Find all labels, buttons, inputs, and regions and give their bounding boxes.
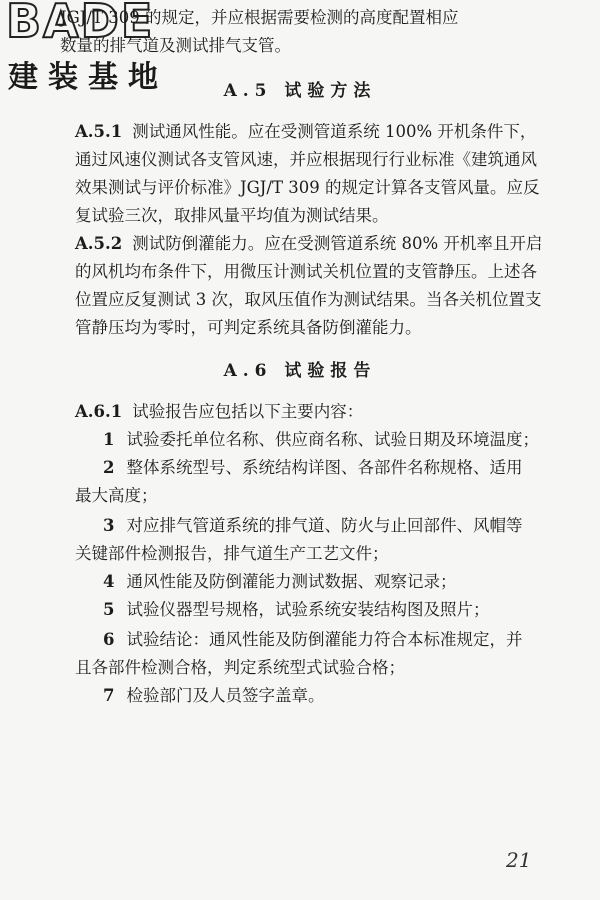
clause-a51-line-3: 效果测试与评价标准》JGJ/T 309 的规定计算各支管风量。应反 bbox=[75, 178, 540, 197]
list-item bbox=[103, 682, 324, 710]
list-item bbox=[103, 454, 522, 482]
item-number: 5 bbox=[103, 600, 115, 619]
top-line-2: 数量的排气道及测试排气支管。 bbox=[60, 36, 291, 55]
clause-a52-line-1 bbox=[75, 230, 555, 258]
top-line-1: JGJ/T 309 的规定，并应根据需要检测的高度配置相应 bbox=[60, 8, 459, 27]
clause-a51-line-2: 通过风速仪测试各支管风速，并应根据现行行业标准《建筑通风 bbox=[75, 150, 537, 169]
clause-a52-line-4: 管静压均为零时，可判定系统具备防倒灌能力。 bbox=[75, 318, 422, 337]
clause-a51-line-1 bbox=[75, 118, 555, 146]
section-heading-a6: A.6 试验报告 bbox=[223, 361, 377, 381]
item-number: 4 bbox=[103, 572, 115, 591]
item-number: 6 bbox=[103, 630, 115, 649]
list-item bbox=[103, 568, 456, 596]
item-text: 检验部门及人员签字盖章。 bbox=[126, 686, 325, 705]
clause-number: A.6.1 bbox=[75, 402, 123, 421]
list-item-continuation: 且各部件检测合格，判定系统型式试验合格； bbox=[75, 658, 405, 677]
list-item-continuation: 关键部件检测报告，排气道生产工艺文件； bbox=[75, 544, 389, 563]
item-number: 2 bbox=[103, 458, 115, 477]
item-text: 整体系统型号、系统结构详图、各部件名称规格、适用 bbox=[126, 458, 523, 477]
clause-text: 测试防倒灌能力。应在受测管道系统 80% 开机率且开启 bbox=[132, 234, 543, 253]
item-text: 试验委托单位名称、供应商名称、试验日期及环境温度； bbox=[126, 430, 539, 449]
clause-a51-line-4: 复试验三次，取排风量平均值为测试结果。 bbox=[75, 206, 389, 225]
item-text: 通风性能及防倒灌能力测试数据、观察记录； bbox=[126, 572, 457, 591]
list-item bbox=[103, 512, 522, 540]
item-number: 7 bbox=[103, 686, 115, 705]
item-text: 对应排气管道系统的排气道、防火与止回部件、风帽等 bbox=[126, 516, 523, 535]
clause-text: 试验报告应包括以下主要内容： bbox=[132, 402, 364, 421]
list-item-continuation: 最大高度； bbox=[75, 486, 158, 505]
item-text: 试验仪器型号规格，试验系统安装结构图及照片； bbox=[126, 600, 490, 619]
clause-a52-line-3: 位置应反复测试 3 次，取风压值作为测试结果。当各关机位置支 bbox=[75, 290, 542, 309]
clause-number: A.5.1 bbox=[75, 122, 123, 141]
watermark-subtitle: 建装基地 bbox=[8, 60, 168, 95]
list-item bbox=[103, 426, 539, 454]
watermark-word: BADE bbox=[6, 0, 155, 48]
clause-text: 测试通风性能。应在受测管道系统 100% 开机条件下， bbox=[132, 122, 537, 141]
item-number: 1 bbox=[103, 430, 115, 449]
item-number: 3 bbox=[103, 516, 115, 535]
clause-a61 bbox=[75, 398, 555, 426]
clause-a52-line-2: 的风机均布条件下，用微压计测试关机位置的支管静压。上述各 bbox=[75, 262, 537, 281]
clause-number: A.5.2 bbox=[75, 234, 123, 253]
item-text: 试验结论：通风性能及防倒灌能力符合本标准规定，并 bbox=[126, 630, 523, 649]
list-item bbox=[103, 596, 489, 624]
list-item bbox=[103, 626, 522, 654]
page-number: 21 bbox=[506, 848, 532, 872]
section-heading-a5: A.5 试验方法 bbox=[223, 81, 377, 101]
